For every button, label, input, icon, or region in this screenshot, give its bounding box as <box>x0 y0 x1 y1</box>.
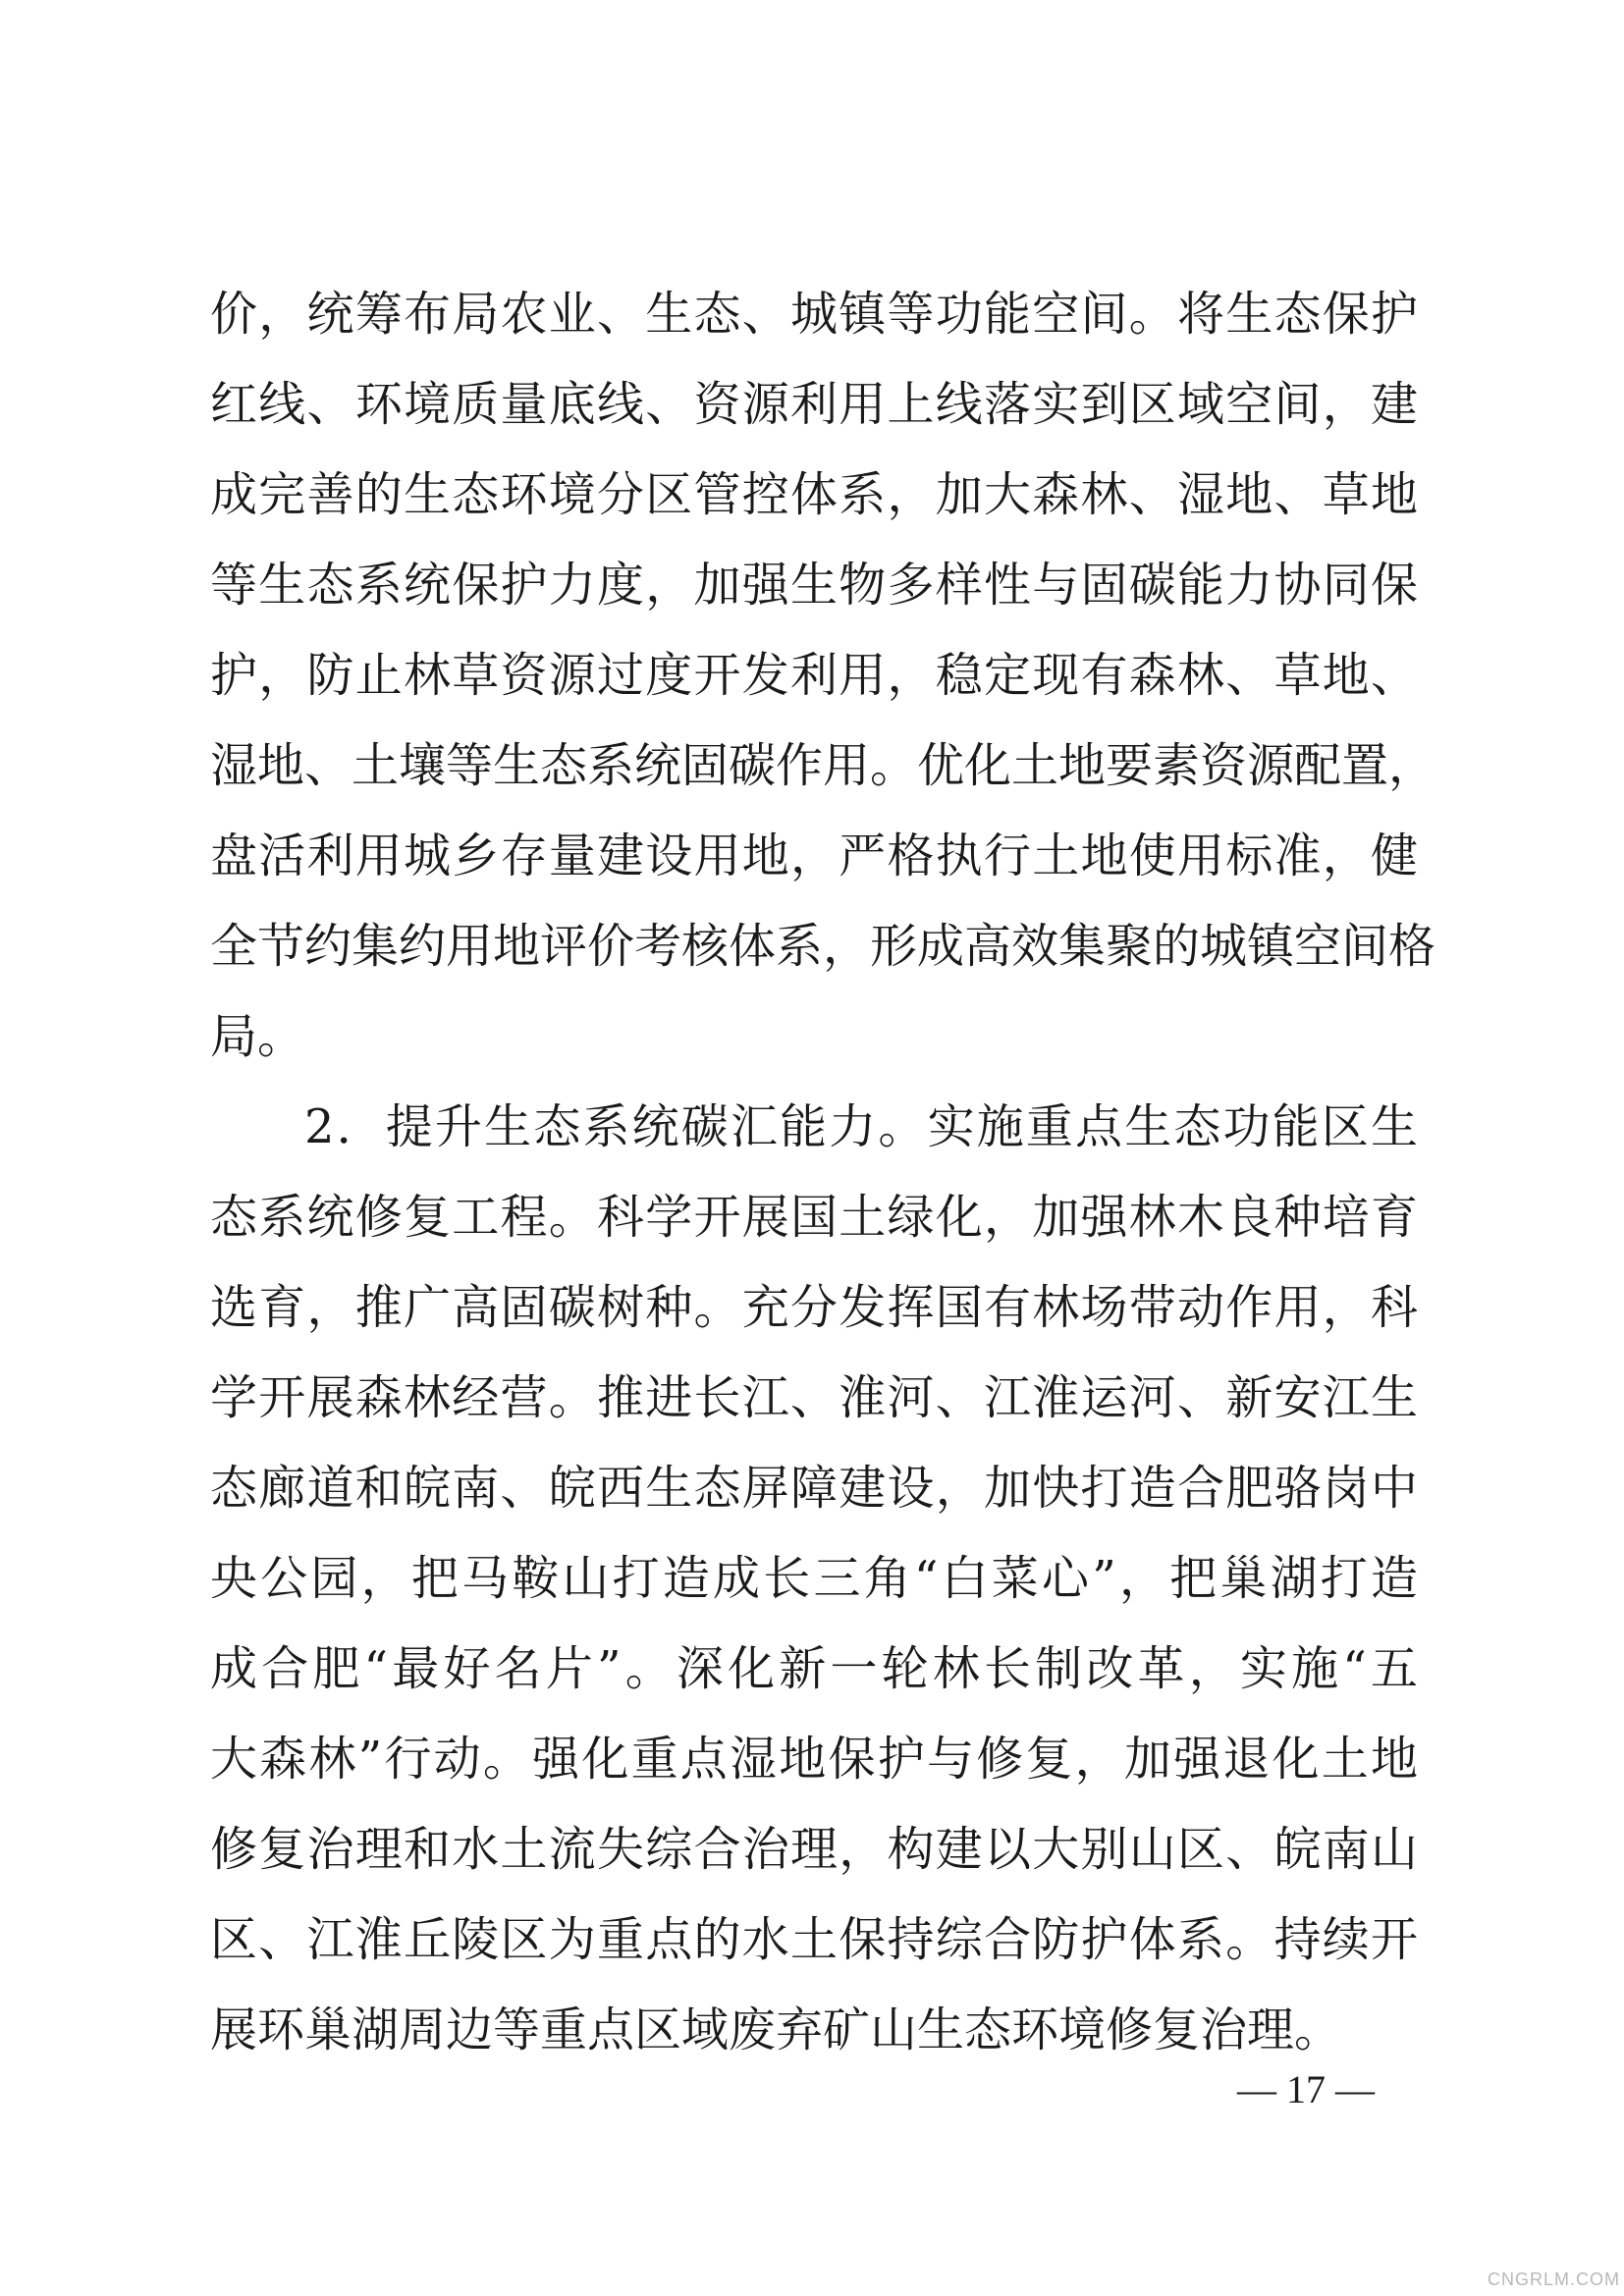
watermark: CNGRLM.COM <box>1488 2269 1620 2289</box>
body-text-line: 学开展森林经营。推进长江、淮河、江淮运河、新安江生 <box>210 1370 1418 1425</box>
body-text-line: 态系统修复工程。科学开展国土绿化，加强林木良种培育 <box>210 1190 1418 1245</box>
body-text-line: 成完善的生态环境分区管控体系，加大森林、湿地、草地 <box>210 467 1418 522</box>
body-text-line: 盘活利用城乡存量建设用地，严格执行土地使用标准，健 <box>210 828 1418 883</box>
body-text-line: 护，防止林草资源过度开发利用，稳定现有森林、草地、 <box>210 648 1418 703</box>
body-text-line: 全节约集约用地评价考核体系，形成高效集聚的城镇空间格 <box>210 919 1436 974</box>
body-text-line: 大森林”行动。强化重点湿地保护与修复，加强退化土地 <box>210 1732 1418 1787</box>
body-text-line: 价，统筹布局农业、生态、城镇等功能空间。将生态保护 <box>210 287 1418 342</box>
body-text-line: 区、江淮丘陵区为重点的水土保持综合防护体系。持续开 <box>210 1912 1418 1967</box>
body-text-line: 选育，推广高固碳树种。充分发挥国有林场带动作用，科 <box>210 1280 1418 1335</box>
body-text-line: 局。 <box>210 1009 305 1064</box>
body-text-line: 展环巢湖周边等重点区域废弃矿山生态环境修复治理。 <box>210 2002 1342 2057</box>
body-text-line: 成合肥“最好名片”。深化新一轮林长制改革，实施“五 <box>210 1641 1418 1696</box>
body-text-line: 等生态系统保护力度，加强生物多样性与固碳能力协同保 <box>210 558 1418 613</box>
body-text-line: 态廊道和皖南、皖西生态屏障建设，加快打造合肥骆岗中 <box>210 1461 1418 1516</box>
body-text-line: 红线、环境质量底线、资源利用上线落实到区域空间，建 <box>210 377 1418 432</box>
body-text-line: 央公园，把马鞍山打造成长三角“白菜心”，把巢湖打造 <box>210 1551 1418 1606</box>
page-number: — 17 — <box>1237 2067 1375 2111</box>
body-text-line: 湿地、土壤等生态系统固碳作用。优化土地要素资源配置， <box>210 738 1436 793</box>
body-text-line: 修复治理和水土流失综合治理，构建以大别山区、皖南山 <box>210 1822 1418 1877</box>
section-heading-line: 2．提升生态系统碳汇能力。实施重点生态功能区生 <box>304 1099 1418 1154</box>
